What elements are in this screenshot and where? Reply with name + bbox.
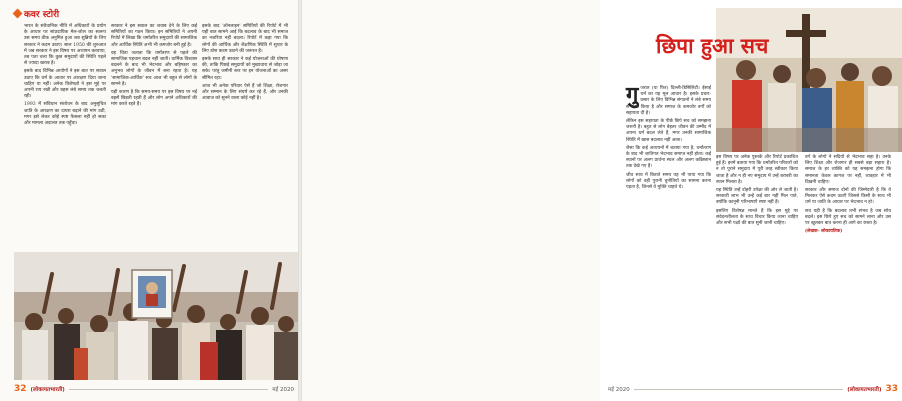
paragraph: भारत के संवैधानिक नीति में अधिकारों के प्रयोग के आधार पर सांप्रदायिक मेल-जोल का स्वरूप उस समय ठीक अनुमित हुआ जब सुन्नियों के लिए सरकार ने कदम उठाए। साल 1950 की शुरुआत में जब सरकार ने इस विषय पर अध्ययन करवाया, तब पता चला कि कुछ समुदायों की स्थिति पहले से ज्यादा खराब है। bbox=[24, 24, 106, 67]
paragraph: सरकार ने इस सवाल का जवाब देने के लिए कई समितियों का गठन किया। इन समितियों ने अपनी रिपोर्ट में लिखा कि धर्मांतरित समुदायों की सामाजिक और आर्थिक स्थिति अभी भी कमजोर बनी हुई है। bbox=[111, 24, 197, 48]
procession-illustration bbox=[716, 8, 902, 152]
paragraph: इसके बाद 'ऑनलाइन' समितियों की रिपोर्ट में भी यही बात सामने आई कि बदलाव के बाद भी समाज का नजरिया नहीं बदला। रिपोर्ट में कहा गया कि लोगों की आर्थिक और शैक्षणिक स्थिति में सुधार के लिए ठोस कदम उठाने की जरूरत है। bbox=[202, 24, 288, 54]
paragraph: वह चिंता जताता कि धर्मांतरण से पहले की सामाजिक पहचान बदल नहीं जाती। धार्मिक विश्वास बदलने के बाद भी भेदभाव और बहिष्कार का अनुभव लोगों के जीवन में बना रहता है। यह 'सामाजिक-आर्थिक' सच आज भी बहुत से लोगों के सामने है। bbox=[111, 50, 197, 87]
left-page bbox=[0, 0, 298, 401]
drop-cap: गु bbox=[626, 82, 639, 108]
footer-divider bbox=[634, 389, 843, 390]
right-column-3 bbox=[805, 155, 891, 376]
paragraph: वर्ग के लोगों ने सदियों से भेदभाव सहा है। उनके लिए शिक्षा और रोजगार ही सबसे बड़ा सहारा है। समाज के हर व्यक्ति को यह समझना होगा कि समानता केवल कागज पर नहीं, व्यवहार में भी दिखनी चाहिए। bbox=[805, 155, 891, 185]
right-column-2 bbox=[716, 155, 798, 376]
paragraph: आज भी अनेक परिवार ऐसे हैं जो शिक्षा, रोजगार और सम्मान के लिए संघर्ष कर रहे हैं, और उनकी आवाज को सुनने वाला कोई नहीं है। bbox=[202, 83, 288, 102]
diamond-icon bbox=[13, 8, 23, 18]
paragraph: इसके साथ ही सरकार ने कई योजनाओं की घोषणा की, ताकि पिछड़े समुदायों को मुख्यधारा से जोड़ा जा सके। परंतु जमीनी स्तर पर इन योजनाओं का असर सीमित रहा। bbox=[202, 57, 288, 81]
left-column-2 bbox=[111, 24, 197, 249]
cross-procession-photo bbox=[716, 8, 902, 152]
issue-date: मई 2020 bbox=[608, 387, 630, 393]
issue-date: मई 2020 bbox=[272, 387, 294, 393]
paragraph-intro bbox=[626, 82, 711, 117]
right-page bbox=[302, 0, 898, 401]
right-footer bbox=[608, 383, 898, 395]
footer-divider bbox=[69, 389, 268, 390]
right-column-1 bbox=[626, 82, 711, 376]
paragraph: लेकिन इस सहायता के पीछे छिपे सच को समझना जरूरी है। बहुत से लोग बेहतर जीवन की उम्मीद में अपना धर्म बदल लेते हैं, मगर उनकी सामाजिक स्थिति में खास बदलाव नहीं आता। bbox=[626, 119, 711, 143]
magazine-name: (लोकायतभारती) bbox=[847, 387, 882, 393]
section-tag-label: कवर स्टोरी bbox=[24, 9, 60, 20]
left-footer bbox=[14, 383, 294, 395]
paragraph: इसलिए विशेषज्ञ मानते हैं कि इस मुद्दे पर संवेदनशीलता के साथ विचार किया जाना चाहिए और सभी पक्षों की बात सुनी जानी चाहिए। bbox=[716, 208, 798, 227]
paragraph: सरकार और समाज दोनों की जिम्मेदारी है कि वे मिलकर ऐसे कदम उठाएँ जिससे किसी के साथ भी धर्म या जाति के आधार पर भेदभाव न हो। bbox=[805, 188, 891, 206]
protest-crowd-photo bbox=[14, 252, 298, 380]
section-tag bbox=[14, 6, 59, 20]
left-column-1 bbox=[24, 24, 106, 249]
paragraph: 1993 में संविधान संशोधन के बाद अनुसूचित जाति के आरक्षण का दायरा बढ़ाने की मांग उठी, मगर इसे लेकर कोई स्पष्ट फैसला नहीं हो सका और मामला अदालत तक पहुँचा। bbox=[24, 102, 106, 127]
paragraph: यह स्थिति उन्हें दोहरी उपेक्षा की ओर ले जाती है। सरकारी लाभ भी उन्हें कई बार नहीं मिल पाते, क्योंकि कानूनी परिभाषाएँ स्पष्ट नहीं हैं। bbox=[716, 188, 798, 206]
magazine-name: (लोकायतभारती) bbox=[30, 387, 65, 393]
page-number: 32 bbox=[14, 384, 27, 394]
crowd-illustration bbox=[14, 252, 298, 380]
paragraph: सच यही है कि बदलाव तभी संभव है जब सोच बदले। इस छिपे हुए सच को सामने लाना और उस पर खुलकर बात करना ही आगे का रास्ता है। bbox=[805, 208, 891, 227]
paragraph: जैसा कि कई अध्ययनों में बताया गया है, धर्मांतरण के बाद भी जातिगत भेदभाव समाप्त नहीं होता। कई स्थानों पर अलग प्रार्थना स्थल और अलग कब्रिस्तान तक देखे गए हैं। bbox=[626, 145, 711, 170]
paragraph-text: जरात (या फिर) दिल्ली-डिसिलिटी। ईसाई धर्म का यह मूल आधार है। इसके प्रचार-प्रसार के लिए विभिन्न संगठनों ने लंबे समय से काम किया है और समाज के कमजोर वर्गों को सहायता दी है। bbox=[626, 86, 711, 116]
paragraph: जीव साथ में बिताते समय यह भी पाया गया कि लोगों को वही पुरानी चुनौतियों का सामना करना पड़ता है, जिनसे वे मुक्ति चाहते थे। bbox=[626, 172, 711, 191]
paragraph: इस विषय पर अनेक पुस्तकें और रिपोर्ट प्रकाशित हुई हैं। इनमें बताया गया कि धर्मांतरित परिवारों को न तो पुराने समुदाय में पूरी तरह स्वीकार किया जाता है और न ही नए समुदाय में उन्हें बराबरी का स्थान मिलता है। bbox=[716, 155, 798, 185]
left-column-3 bbox=[202, 24, 288, 249]
paragraph: यही कारण है कि समय-समय पर इस विषय पर नई बहसें छिड़ती रहती हैं और लोग अपने अधिकारों की मांग करते रहते हैं। bbox=[111, 90, 197, 108]
article-headline: छिपा हुआ सच bbox=[656, 34, 769, 58]
byline: (लेखक- लोकायतिक) bbox=[805, 229, 843, 235]
paragraph: इसके बाद विभिन्न आयोगों ने इस बात पर सवाल उठाए कि धर्म के आधार पर आरक्षण दिया जाना चाहिए या नहीं। अनेक विशेषज्ञों ने इस मुद्दे पर अपनी राय रखी और बहस लंबे समय तक चलती रही। bbox=[24, 69, 106, 100]
page-number: 33 bbox=[885, 384, 898, 394]
